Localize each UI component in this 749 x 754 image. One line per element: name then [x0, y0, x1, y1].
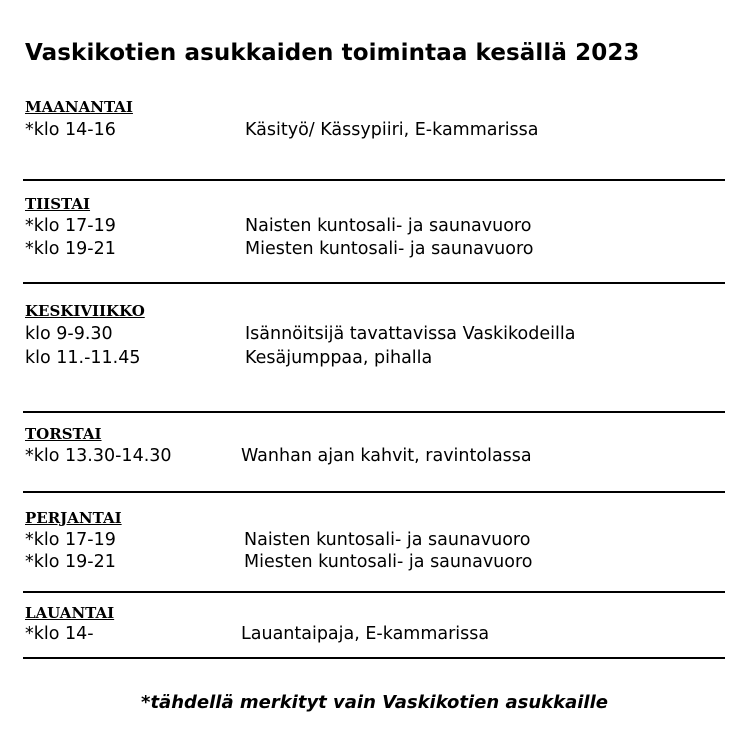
- schedule-activity: Miesten kuntosali- ja saunavuoro: [245, 239, 534, 259]
- schedule-activity: Kesäjumppaa, pihalla: [245, 348, 433, 368]
- schedule-time: *klo 17-19: [25, 216, 116, 236]
- schedule-time: *klo 14-: [25, 624, 94, 644]
- schedule-activity: Miesten kuntosali- ja saunavuoro: [244, 552, 533, 572]
- schedule-time: *klo 13.30-14.30: [25, 446, 172, 466]
- day-heading-perjantai: PERJANTAI: [25, 509, 122, 527]
- day-heading-lauantai: LAUANTAI: [25, 604, 115, 622]
- day-heading-tiistai: TIISTAI: [25, 195, 91, 213]
- schedule-activity: Wanhan ajan kahvit, ravintolassa: [241, 446, 532, 466]
- day-heading-keskiviikko: KESKIVIIKKO: [25, 302, 145, 320]
- section-divider: [23, 657, 725, 659]
- schedule-time: klo 11.-11.45: [25, 348, 141, 368]
- schedule-time: *klo 19-21: [25, 552, 116, 572]
- schedule-activity: Isännöitsijä tavattavissa Vaskikodeilla: [245, 324, 576, 344]
- schedule-activity: Lauantaipaja, E-kammarissa: [241, 624, 490, 644]
- schedule-time: *klo 14-16: [25, 120, 116, 140]
- day-heading-torstai: TORSTAI: [25, 425, 102, 443]
- schedule-time: *klo 19-21: [25, 239, 116, 259]
- section-divider: [23, 411, 725, 413]
- schedule-activity: Naisten kuntosali- ja saunavuoro: [245, 216, 532, 236]
- section-divider: [23, 179, 725, 181]
- schedule-time: klo 9-9.30: [25, 324, 113, 344]
- schedule-time: *klo 17-19: [25, 530, 116, 550]
- section-divider: [23, 282, 725, 284]
- schedule-activity: Naisten kuntosali- ja saunavuoro: [244, 530, 531, 550]
- page-title: Vaskikotien asukkaiden toimintaa kesällä 2023: [25, 40, 640, 66]
- section-divider: [23, 491, 725, 493]
- day-heading-maanantai: MAANANTAI: [25, 98, 133, 116]
- section-divider: [23, 591, 725, 593]
- schedule-activity: Käsityö/ Kässypiiri, E-kammarissa: [245, 120, 539, 140]
- footnote: *tähdellä merkityt vain Vaskikotien asukkaille: [141, 692, 608, 713]
